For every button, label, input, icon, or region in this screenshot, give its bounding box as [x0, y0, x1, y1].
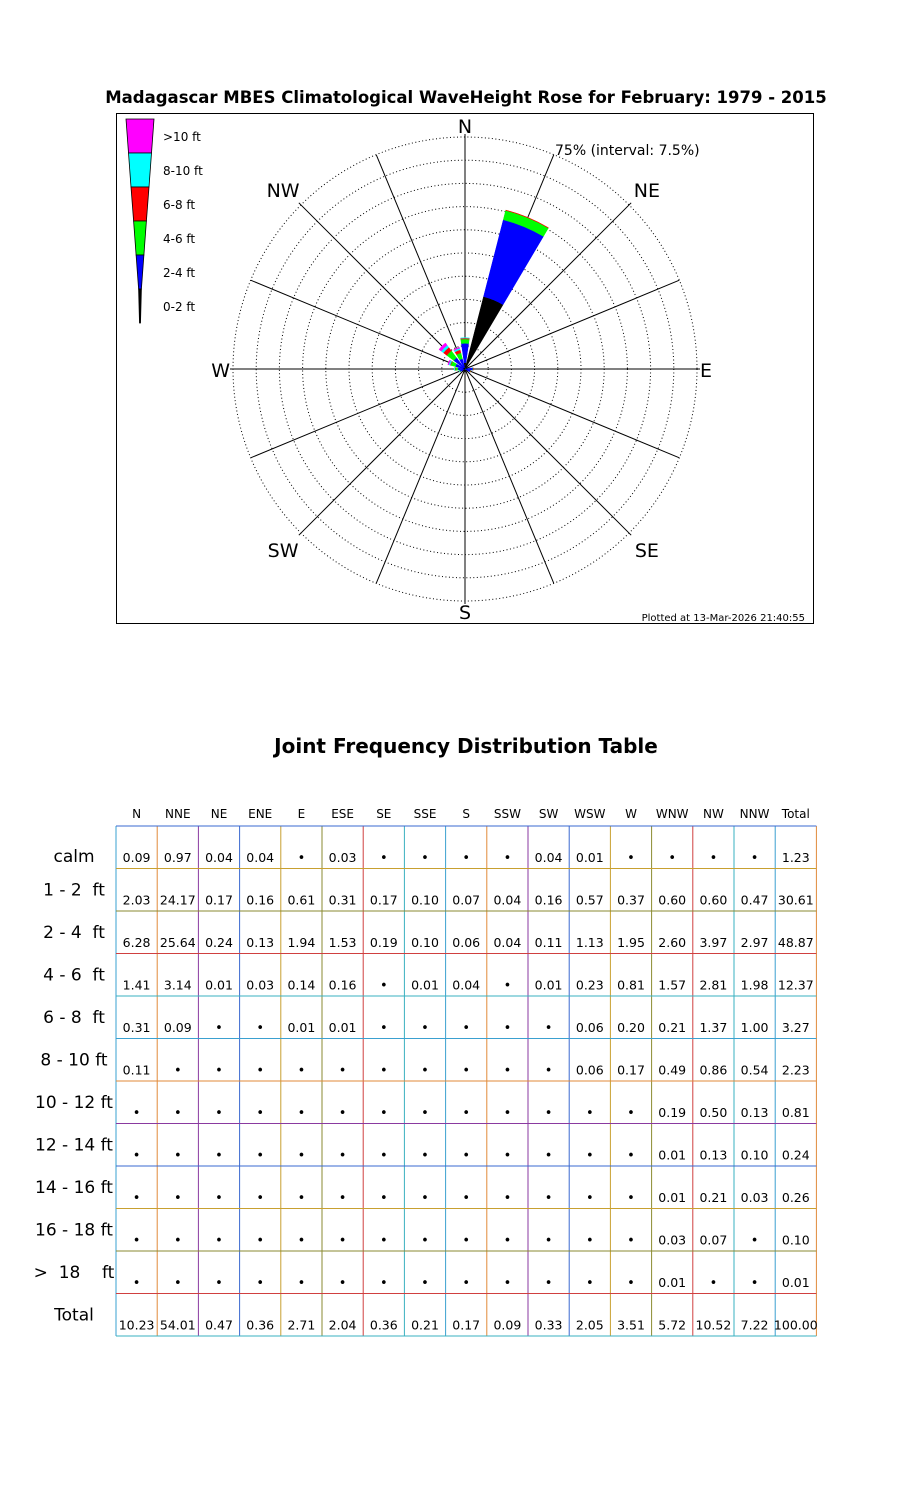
legend-label: >10 ft [163, 130, 201, 144]
table-cell: • [503, 1021, 512, 1036]
table-cell: • [379, 1106, 388, 1121]
table-cell: • [421, 1276, 429, 1291]
table-cell: • [503, 1191, 512, 1206]
table-cell: 1.57 [658, 977, 687, 993]
table-cell: 0.21 [411, 1317, 439, 1333]
table-cell: • [462, 1233, 471, 1249]
table-cell: 1.53 [328, 935, 357, 950]
table-cell: • [544, 1276, 553, 1291]
table-cell: 0.01 [287, 1020, 316, 1035]
column-header: ENE [248, 807, 273, 821]
table-cell: • [627, 1106, 635, 1121]
table-cell: • [256, 1106, 265, 1121]
table-cell: • [421, 1106, 429, 1121]
table-cell: • [338, 1148, 347, 1164]
table-cell: • [585, 1276, 594, 1291]
table-cell: 0.20 [617, 1020, 645, 1035]
compass-label-n: N [457, 116, 473, 138]
table-cell: • [338, 1276, 347, 1291]
table-cell: • [421, 1021, 429, 1036]
plotted-timestamp: Plotted at 13-Mar-2026 21:40:55 [641, 613, 805, 624]
rose-chart-title: Madagascar MBES Climatological WaveHeight Rose for February: 1979 - 2015 [105, 88, 827, 107]
table-cell: • [585, 1233, 594, 1249]
legend-swatch [139, 289, 142, 323]
table-cell: 0.17 [369, 892, 398, 908]
table-cell: • [132, 1148, 141, 1164]
rose-spoke-ese [465, 369, 679, 458]
table-cell: 0.09 [122, 850, 151, 865]
table-cell: • [338, 1233, 347, 1249]
table-cell: 3.51 [617, 1317, 645, 1333]
table-cell: 0.17 [205, 892, 233, 908]
table-cell: 0.36 [369, 1317, 398, 1333]
table-cell: • [379, 1148, 388, 1164]
table-cell: 6.28 [122, 935, 151, 950]
table-cell: 2.60 [658, 935, 687, 950]
table-cell: 1.37 [699, 1020, 728, 1035]
table-cell: • [215, 1021, 223, 1036]
table-cell: 1.41 [122, 977, 151, 993]
row-label: 10 - 12 ft [35, 1093, 113, 1113]
column-header: SE [376, 807, 392, 821]
legend-label: 6-8 ft [163, 198, 196, 212]
joint-frequency-table [0, 790, 900, 1350]
table-cell: • [379, 1276, 388, 1291]
table-cell: 0.01 [781, 1275, 810, 1290]
table-cell: 0.01 [411, 977, 439, 993]
column-header: E [297, 807, 306, 821]
table-cell: 0.13 [246, 935, 275, 950]
table-cell: 0.11 [122, 1062, 151, 1078]
table-cell: • [627, 851, 635, 866]
table-cell: 2.03 [122, 892, 151, 908]
table-cell: 0.04 [205, 850, 233, 865]
table-cell: • [503, 851, 512, 866]
table-cell: 0.11 [534, 935, 563, 950]
table-cell: 3.14 [163, 977, 192, 993]
table-cell: • [544, 1191, 553, 1206]
column-header: NNE [165, 807, 191, 821]
table-cell: • [421, 1191, 429, 1206]
table-cell: 0.01 [658, 1275, 687, 1290]
table-cell: • [421, 851, 429, 866]
row-label: > 18 ft [33, 1263, 115, 1283]
table-cell: 0.01 [658, 1190, 687, 1205]
rose-spoke-ssw [376, 369, 465, 583]
table-cell: 0.07 [452, 892, 481, 908]
row-label: calm [53, 847, 95, 867]
table-cell: • [297, 1148, 306, 1164]
table-cell: • [627, 1148, 635, 1164]
table-cell: • [462, 851, 471, 866]
table-cell: 0.97 [163, 850, 192, 865]
table-cell: 0.23 [575, 977, 604, 993]
table-cell: 0.01 [534, 977, 563, 993]
table-cell: 0.09 [163, 1020, 192, 1035]
table-cell: 0.81 [781, 1105, 810, 1120]
table-cell: 2.04 [328, 1317, 357, 1333]
table-cell: 10.52 [695, 1317, 732, 1333]
row-label: 2 - 4 ft [43, 923, 105, 943]
table-cell: 54.01 [159, 1317, 196, 1333]
table-cell: 0.81 [617, 977, 645, 993]
table-cell: 0.24 [205, 935, 233, 950]
table-cell: • [215, 1106, 223, 1121]
table-cell: 0.06 [575, 1062, 604, 1078]
compass-label-s: S [458, 602, 472, 624]
table-cell: • [256, 1021, 265, 1036]
table-cell: • [462, 1106, 471, 1121]
table-cell: • [297, 1063, 306, 1079]
table-cell: • [256, 1276, 265, 1291]
legend-label: 2-4 ft [163, 266, 196, 280]
rose-spoke-se [465, 369, 631, 535]
table-cell: • [256, 1233, 265, 1249]
table-cell: 0.49 [658, 1062, 687, 1078]
table-cell: • [421, 1063, 429, 1079]
table-cell: • [132, 1106, 141, 1121]
table-cell: • [215, 1191, 223, 1206]
table-cell: • [544, 1021, 553, 1036]
table-cell: 0.86 [699, 1062, 728, 1078]
table-cell: 0.03 [246, 977, 275, 993]
table-cell: • [503, 1106, 512, 1121]
table-cell: • [379, 851, 388, 866]
table-cell: 1.95 [617, 935, 645, 950]
table-cell: 0.47 [740, 892, 769, 908]
table-cell: • [256, 1148, 265, 1164]
table-cell: 0.01 [658, 1147, 687, 1163]
table-cell: 0.31 [328, 892, 357, 908]
compass-label-ne: NE [633, 180, 661, 203]
rose-spoke-nnw [376, 155, 465, 369]
column-header: WSW [574, 807, 606, 821]
table-cell: • [132, 1276, 141, 1291]
wave-height-rose [0, 0, 900, 640]
table-cell: • [173, 1276, 182, 1291]
table-cell: • [544, 1106, 553, 1121]
table-cell: • [544, 1233, 553, 1249]
compass-label-sw: SW [267, 539, 299, 562]
column-header: W [625, 807, 637, 821]
table-cell: • [338, 1191, 347, 1206]
table-title: Joint Frequency Distribution Table [274, 734, 658, 758]
column-header: ESE [331, 807, 354, 821]
legend-swatch [129, 153, 152, 187]
column-header: NE [210, 807, 228, 821]
table-cell: 0.33 [534, 1317, 563, 1333]
table-cell: 0.04 [246, 850, 275, 865]
table-cell: 0.19 [658, 1105, 687, 1120]
table-cell: • [215, 1063, 223, 1079]
column-header: SSW [493, 807, 521, 821]
row-label: 1 - 2 ft [43, 880, 105, 901]
table-cell: 0.24 [781, 1147, 810, 1163]
table-cell: 0.10 [411, 892, 439, 908]
legend-swatch [131, 187, 149, 221]
table-cell: 0.04 [534, 850, 563, 865]
rose-spoke-wnw [251, 280, 465, 369]
table-cell: 0.04 [493, 892, 522, 908]
table-cell: 1.94 [287, 935, 316, 950]
table-cell: • [585, 1148, 594, 1164]
table-cell: • [173, 1148, 182, 1164]
table-cell: 0.19 [369, 935, 398, 950]
rose-spoke-wsw [251, 369, 465, 458]
table-cell: 0.01 [205, 977, 233, 993]
legend-label: 0-2 ft [163, 300, 196, 314]
table-cell: • [421, 1148, 429, 1164]
table-cell: 12.37 [777, 977, 814, 993]
table-cell: 0.31 [122, 1020, 151, 1035]
table-cell: 2.23 [781, 1062, 810, 1078]
table-cell: 0.16 [534, 892, 563, 908]
table-cell: 0.06 [575, 1020, 604, 1035]
table-cell: • [503, 1233, 512, 1249]
table-cell: 2.71 [287, 1317, 316, 1333]
table-cell: 0.47 [205, 1317, 233, 1333]
table-cell: • [709, 851, 718, 866]
table-cell: 0.50 [699, 1105, 728, 1120]
table-cell: • [215, 1276, 223, 1291]
row-label: 12 - 14 ft [35, 1135, 113, 1156]
table-cell: • [132, 1191, 141, 1206]
table-cell: 0.01 [575, 850, 604, 865]
table-cell: 5.72 [658, 1317, 687, 1333]
legend-label: 4-6 ft [163, 232, 196, 246]
table-cell: • [668, 851, 677, 866]
table-cell: 0.57 [575, 892, 604, 908]
legend-label: 8-10 ft [163, 164, 203, 178]
table-cell: • [256, 1191, 265, 1206]
legend-swatch [136, 255, 144, 289]
table-cell: 0.26 [781, 1190, 810, 1205]
table-cell: 10.23 [118, 1317, 155, 1333]
rose-scale-label: 75% (interval: 7.5%) [555, 143, 700, 159]
table-cell: • [503, 1148, 512, 1164]
table-cell: • [297, 1106, 306, 1121]
table-cell: 0.37 [617, 892, 645, 908]
table-cell: 0.06 [452, 935, 481, 950]
table-cell: 0.17 [617, 1062, 645, 1078]
table-cell: • [297, 851, 306, 866]
row-label: 8 - 10 ft [40, 1050, 108, 1071]
table-cell: 0.04 [452, 977, 481, 993]
table-cell: 3.97 [699, 935, 728, 950]
table-cell: • [215, 1148, 223, 1164]
table-cell: 0.17 [452, 1317, 481, 1333]
row-label: 6 - 8 ft [43, 1008, 105, 1028]
table-cell: 24.17 [159, 892, 196, 908]
table-cell: 1.23 [781, 850, 810, 865]
table-cell: 100.00 [773, 1317, 818, 1333]
table-cell: 48.87 [777, 935, 814, 950]
table-cell: • [379, 1021, 388, 1036]
table-cell: 30.61 [777, 892, 814, 908]
table-cell: • [338, 1063, 347, 1079]
table-cell: • [503, 1276, 512, 1291]
table-cell: • [627, 1191, 635, 1206]
table-cell: • [544, 1148, 553, 1164]
column-header: N [132, 807, 142, 821]
table-cell: 0.03 [658, 1232, 687, 1248]
column-header: SW [538, 807, 559, 821]
table-cell: • [709, 1276, 718, 1291]
table-cell: • [256, 1063, 265, 1079]
table-cell: • [173, 1063, 182, 1079]
table-cell: • [379, 978, 388, 994]
table-cell: • [462, 1148, 471, 1164]
table-cell: 0.60 [658, 892, 687, 908]
table-cell: • [297, 1233, 306, 1249]
table-cell: • [503, 978, 512, 994]
table-cell: 0.54 [740, 1062, 769, 1078]
table-cell: • [750, 1276, 759, 1291]
table-cell: 2.81 [699, 977, 728, 993]
table-cell: • [215, 1233, 223, 1249]
table-cell: 1.13 [575, 935, 604, 950]
table-cell: • [132, 1233, 141, 1249]
table-cell: 0.60 [699, 892, 728, 908]
table-cell: • [173, 1191, 182, 1206]
table-cell: • [379, 1191, 388, 1206]
table-cell: • [750, 1233, 759, 1249]
table-cell: 7.22 [740, 1317, 769, 1333]
row-label: 16 - 18 ft [35, 1220, 113, 1241]
table-cell: 0.03 [740, 1190, 769, 1205]
table-cell: 0.09 [493, 1317, 522, 1333]
table-cell: 0.16 [328, 977, 357, 993]
table-cell: 0.10 [781, 1232, 810, 1248]
row-label: Total [54, 1305, 94, 1326]
row-label: 14 - 16 ft [35, 1178, 113, 1198]
table-cell: 0.10 [411, 935, 439, 950]
rose-wedge-n-bin2 [461, 339, 469, 344]
compass-label-nw: NW [266, 180, 300, 203]
compass-label-se: SE [634, 539, 659, 562]
table-cell: 2.97 [740, 935, 769, 950]
table-cell: 0.10 [740, 1147, 769, 1163]
rose-spoke-sse [465, 369, 554, 583]
table-cell: 1.98 [740, 977, 769, 993]
table-cell: 25.64 [159, 935, 196, 950]
table-cell: 2.05 [575, 1317, 604, 1333]
compass-label-e: E [700, 360, 713, 382]
rose-wedge-w-bin4 [454, 367, 455, 370]
table-cell: • [173, 1233, 182, 1249]
table-cell: • [379, 1233, 388, 1249]
column-header: NNW [739, 807, 770, 821]
column-header: NW [702, 807, 724, 821]
table-cell: • [297, 1276, 306, 1291]
table-cell: • [462, 1276, 471, 1291]
table-cell: 0.21 [658, 1020, 687, 1035]
table-cell: • [750, 851, 759, 866]
table-cell: • [544, 1063, 553, 1079]
table-cell: • [462, 1021, 471, 1036]
table-cell: • [585, 1106, 594, 1121]
table-cell: 0.16 [246, 892, 275, 908]
table-cell: 0.14 [287, 977, 316, 993]
table-cell: 3.27 [781, 1020, 810, 1035]
table-cell: • [627, 1233, 635, 1249]
rose-wedge-n-bin4 [461, 338, 470, 339]
column-header: S [462, 807, 471, 821]
table-cell: 0.03 [328, 850, 357, 865]
table-cell: 0.36 [246, 1317, 275, 1333]
rose-wedge-nne-bin0 [465, 297, 503, 369]
column-header: Total [781, 807, 810, 821]
rose-spoke-nw [299, 203, 465, 369]
table-cell: • [297, 1191, 306, 1206]
table-cell: • [338, 1106, 347, 1121]
row-label: 4 - 6 ft [43, 965, 105, 986]
table-cell: • [379, 1063, 388, 1079]
table-cell: 0.13 [699, 1147, 728, 1163]
table-cell: 0.04 [493, 935, 522, 950]
table-cell: • [421, 1233, 429, 1249]
legend-swatch [134, 221, 147, 255]
table-cell: • [462, 1191, 471, 1206]
column-header: WNW [655, 807, 689, 821]
table-cell: 0.61 [287, 892, 316, 908]
table-cell: • [585, 1191, 594, 1206]
table-cell: 0.01 [328, 1020, 357, 1035]
table-cell: 0.21 [699, 1190, 728, 1205]
table-cell: • [462, 1063, 471, 1079]
compass-label-w: W [211, 360, 230, 382]
table-cell: • [627, 1276, 635, 1291]
table-cell: • [503, 1063, 512, 1079]
table-cell: 1.00 [740, 1020, 769, 1035]
rose-spoke-sw [299, 369, 465, 535]
legend-swatch [126, 119, 154, 153]
rose-wedge-w-bin2 [455, 368, 458, 371]
column-header: SSE [413, 807, 437, 821]
table-cell: 0.07 [699, 1232, 728, 1248]
table-cell: • [173, 1106, 182, 1121]
table-cell: 0.13 [740, 1105, 769, 1120]
